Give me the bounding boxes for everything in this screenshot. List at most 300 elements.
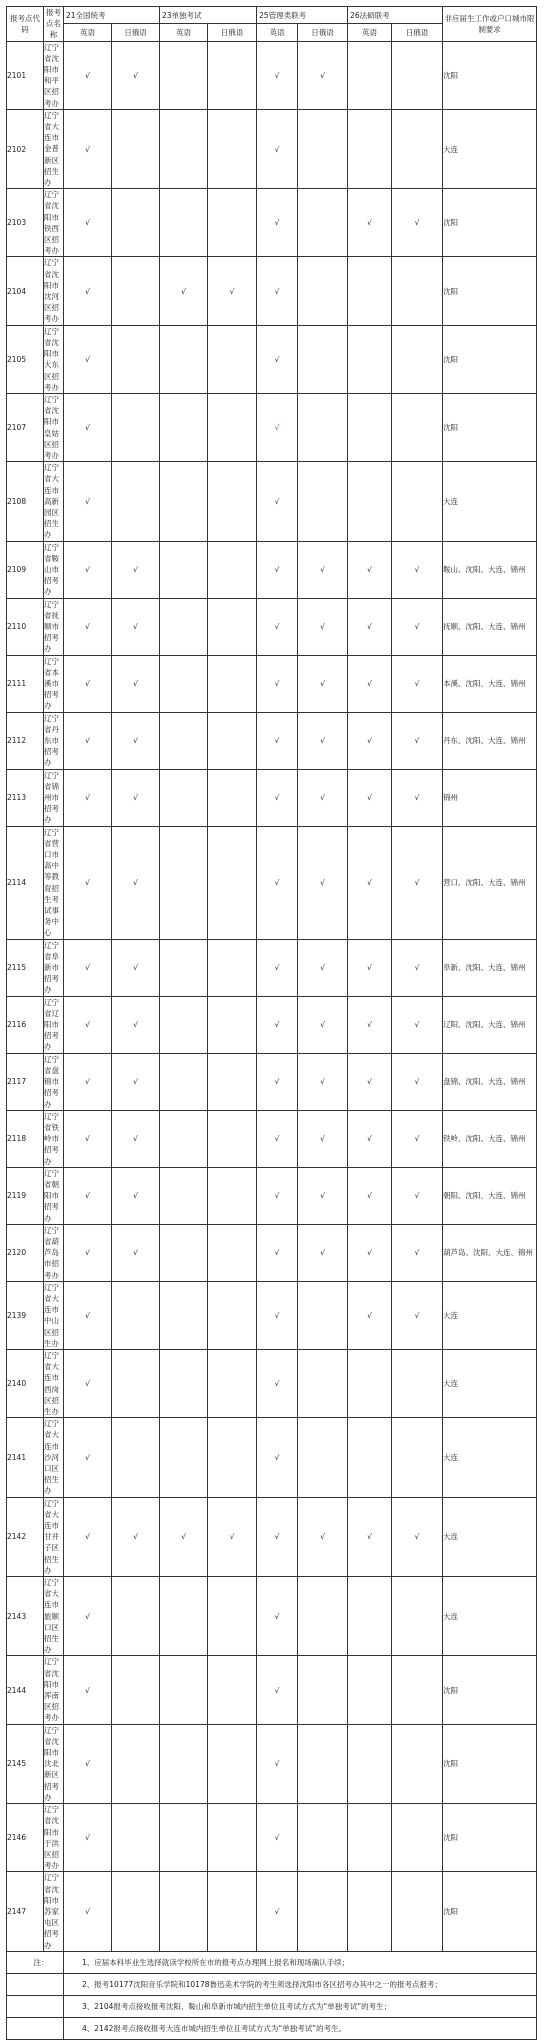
site-code: 2101: [7, 41, 44, 109]
site-name: 辽宁省葫芦岛市招考办: [44, 1224, 64, 1281]
empty-cell: [160, 1872, 208, 1951]
table-row: [7, 1053, 537, 1110]
check-mark: √: [64, 712, 112, 769]
note-label: [7, 1995, 64, 2017]
table-row: [7, 1804, 537, 1872]
check-mark: √: [348, 1497, 392, 1576]
check-mark: √: [64, 257, 112, 325]
check-mark: √: [257, 257, 298, 325]
empty-cell: [160, 1349, 208, 1417]
city-requirement: 大连: [443, 1577, 537, 1656]
check-mark: √: [64, 1724, 112, 1803]
check-mark: √: [298, 826, 348, 939]
table-row: [7, 1110, 537, 1167]
check-mark: √: [257, 1224, 298, 1281]
check-mark: √: [348, 1224, 392, 1281]
empty-cell: [160, 712, 208, 769]
site-name: 辽宁省沈阳市铁西区招考办: [44, 189, 64, 257]
city-requirement: 大连: [443, 1418, 537, 1497]
site-name: 辽宁省丹东市招考办: [44, 712, 64, 769]
empty-cell: [160, 41, 208, 109]
check-mark: √: [298, 939, 348, 996]
check-mark: √: [257, 1110, 298, 1167]
check-mark: √: [257, 393, 298, 461]
check-mark: √: [392, 1281, 443, 1349]
empty-cell: [160, 1418, 208, 1497]
site-code: 2115: [7, 939, 44, 996]
site-name: 辽宁省本溪市招考办: [44, 655, 64, 712]
site-name: 辽宁省鞍山市招考办: [44, 541, 64, 598]
check-mark: √: [64, 109, 112, 188]
site-name: 辽宁省辽阳市招考办: [44, 996, 64, 1053]
empty-cell: [298, 1724, 348, 1803]
header-lang-russian: 日俄语: [208, 24, 257, 41]
check-mark: √: [257, 1577, 298, 1656]
empty-cell: [112, 109, 160, 188]
empty-cell: [208, 1804, 257, 1872]
check-mark: √: [298, 598, 348, 655]
empty-cell: [208, 769, 257, 826]
empty-cell: [160, 1724, 208, 1803]
check-mark: √: [348, 996, 392, 1053]
check-mark: √: [64, 1872, 112, 1951]
empty-cell: [392, 1349, 443, 1417]
city-requirement: 铁岭、沈阳、大连、锦州: [443, 1110, 537, 1167]
site-code: 2102: [7, 109, 44, 188]
empty-cell: [348, 462, 392, 541]
empty-cell: [208, 1349, 257, 1417]
check-mark: √: [298, 1110, 348, 1167]
empty-cell: [348, 1656, 392, 1724]
empty-cell: [348, 325, 392, 393]
city-requirement: 大连: [443, 1497, 537, 1576]
site-name: 辽宁省盘锦市招考办: [44, 1053, 64, 1110]
site-name: 辽宁省大连市沙河口区招生办: [44, 1418, 64, 1497]
city-requirement: 大连: [443, 1281, 537, 1349]
empty-cell: [160, 769, 208, 826]
site-name: 辽宁省抚顺市招考办: [44, 598, 64, 655]
check-mark: √: [64, 769, 112, 826]
city-requirement: 沈阳: [443, 1804, 537, 1872]
empty-cell: [208, 1224, 257, 1281]
empty-cell: [298, 109, 348, 188]
empty-cell: [298, 325, 348, 393]
empty-cell: [208, 541, 257, 598]
empty-cell: [160, 1053, 208, 1110]
city-requirement: 鞍山、沈阳、大连、锦州: [443, 541, 537, 598]
empty-cell: [298, 1804, 348, 1872]
empty-cell: [298, 1281, 348, 1349]
check-mark: √: [257, 1804, 298, 1872]
city-requirement: 沈阳: [443, 1872, 537, 1951]
table-row: [7, 826, 537, 939]
check-mark: √: [392, 1110, 443, 1167]
check-mark: √: [257, 769, 298, 826]
check-mark: √: [257, 189, 298, 257]
check-mark: √: [257, 1872, 298, 1951]
site-code: 2113: [7, 769, 44, 826]
empty-cell: [348, 1577, 392, 1656]
empty-cell: [392, 393, 443, 461]
check-mark: √: [257, 109, 298, 188]
empty-cell: [348, 257, 392, 325]
site-code: 2142: [7, 1497, 44, 1576]
check-mark: √: [348, 189, 392, 257]
check-mark: √: [348, 1167, 392, 1224]
empty-cell: [208, 393, 257, 461]
empty-cell: [298, 462, 348, 541]
note-text: 4、2142报考点接收报考大连市城内招生单位且考试方式为“单独考试”的考生。: [64, 2017, 537, 2039]
check-mark: √: [348, 655, 392, 712]
check-mark: √: [257, 541, 298, 598]
empty-cell: [208, 1110, 257, 1167]
city-requirement: 抚顺、沈阳、大连、锦州: [443, 598, 537, 655]
check-mark: √: [392, 189, 443, 257]
check-mark: √: [64, 996, 112, 1053]
check-mark: √: [208, 1497, 257, 1576]
city-requirement: 沈阳: [443, 41, 537, 109]
check-mark: √: [64, 1497, 112, 1576]
check-mark: √: [64, 189, 112, 257]
empty-cell: [112, 1656, 160, 1724]
empty-cell: [208, 462, 257, 541]
empty-cell: [298, 1418, 348, 1497]
table-row: [7, 1349, 537, 1417]
empty-cell: [160, 541, 208, 598]
header-lang-english: 英语: [257, 24, 298, 41]
check-mark: √: [64, 1804, 112, 1872]
empty-cell: [392, 1872, 443, 1951]
check-mark: √: [64, 41, 112, 109]
check-mark: √: [257, 1656, 298, 1724]
site-name: 辽宁省大连市金普新区招生办: [44, 109, 64, 188]
empty-cell: [348, 1872, 392, 1951]
check-mark: √: [257, 41, 298, 109]
check-mark: √: [257, 996, 298, 1053]
check-mark: √: [112, 826, 160, 939]
check-mark: √: [392, 598, 443, 655]
empty-cell: [298, 257, 348, 325]
empty-cell: [208, 109, 257, 188]
site-name: 辽宁省沈阳市和平区招考办: [44, 41, 64, 109]
site-name: 辽宁省锦州市招考办: [44, 769, 64, 826]
check-mark: √: [298, 1497, 348, 1576]
header-lang-russian: 日俄语: [112, 24, 160, 41]
empty-cell: [208, 1656, 257, 1724]
site-code: 2109: [7, 541, 44, 598]
site-code: 2139: [7, 1281, 44, 1349]
check-mark: √: [298, 541, 348, 598]
note-row: [7, 1951, 537, 1973]
empty-cell: [392, 1418, 443, 1497]
header-name: 报考点名称: [44, 7, 64, 42]
empty-cell: [160, 1224, 208, 1281]
table-row: [7, 541, 537, 598]
city-requirement: 朝阳、沈阳、大连、锦州: [443, 1167, 537, 1224]
table-row: [7, 1656, 537, 1724]
check-mark: √: [64, 1577, 112, 1656]
empty-cell: [348, 1724, 392, 1803]
table-row: [7, 655, 537, 712]
check-mark: √: [348, 1281, 392, 1349]
check-mark: √: [112, 655, 160, 712]
header-lang-russian: 日俄语: [298, 24, 348, 41]
empty-cell: [160, 655, 208, 712]
site-code: 2145: [7, 1724, 44, 1803]
table-row: [7, 1418, 537, 1497]
empty-cell: [348, 1804, 392, 1872]
empty-cell: [208, 1418, 257, 1497]
header-city-requirement: 非应届生工作或户口城市限制要求: [443, 7, 537, 42]
city-requirement: 沈阳: [443, 325, 537, 393]
check-mark: √: [64, 1281, 112, 1349]
city-requirement: 葫芦岛、沈阳、大连、锦州: [443, 1224, 537, 1281]
site-name: 辽宁省大连市西岗区招生办: [44, 1349, 64, 1417]
header-exam21: 21全国统考: [64, 7, 160, 24]
check-mark: √: [160, 1497, 208, 1576]
table-row: [7, 598, 537, 655]
city-requirement: 沈阳: [443, 257, 537, 325]
site-name: 辽宁省大连市中山区招生办: [44, 1281, 64, 1349]
table-row: [7, 462, 537, 541]
check-mark: √: [348, 712, 392, 769]
empty-cell: [112, 257, 160, 325]
city-requirement: 营口、沈阳、大连、锦州: [443, 826, 537, 939]
check-mark: √: [64, 655, 112, 712]
empty-cell: [392, 109, 443, 188]
city-requirement: 沈阳: [443, 393, 537, 461]
check-mark: √: [257, 1281, 298, 1349]
note-label: [7, 2017, 64, 2039]
empty-cell: [160, 1804, 208, 1872]
site-code: 2111: [7, 655, 44, 712]
check-mark: √: [112, 541, 160, 598]
header-row-groups: [7, 7, 537, 24]
empty-cell: [112, 1349, 160, 1417]
site-name: 辽宁省沈阳市于洪区招考办: [44, 1804, 64, 1872]
empty-cell: [208, 325, 257, 393]
empty-cell: [160, 1656, 208, 1724]
site-code: 2143: [7, 1577, 44, 1656]
check-mark: √: [257, 462, 298, 541]
site-code: 2147: [7, 1872, 44, 1951]
empty-cell: [160, 598, 208, 655]
check-mark: √: [298, 41, 348, 109]
site-code: 2108: [7, 462, 44, 541]
site-code: 2140: [7, 1349, 44, 1417]
check-mark: √: [64, 1167, 112, 1224]
empty-cell: [160, 996, 208, 1053]
table-row: [7, 1497, 537, 1576]
city-requirement: 盘锦、沈阳、大连、锦州: [443, 1053, 537, 1110]
check-mark: √: [348, 541, 392, 598]
site-name: 辽宁省大连市旅顺口区招生办: [44, 1577, 64, 1656]
check-mark: √: [257, 655, 298, 712]
site-code: 2120: [7, 1224, 44, 1281]
empty-cell: [392, 257, 443, 325]
check-mark: √: [64, 393, 112, 461]
check-mark: √: [348, 598, 392, 655]
site-code: 2114: [7, 826, 44, 939]
city-requirement: 沈阳: [443, 1656, 537, 1724]
empty-cell: [298, 189, 348, 257]
check-mark: √: [392, 826, 443, 939]
empty-cell: [208, 1577, 257, 1656]
city-requirement: 锦州: [443, 769, 537, 826]
empty-cell: [160, 1281, 208, 1349]
check-mark: √: [112, 1053, 160, 1110]
check-mark: √: [348, 939, 392, 996]
empty-cell: [392, 41, 443, 109]
check-mark: √: [257, 325, 298, 393]
empty-cell: [160, 1110, 208, 1167]
empty-cell: [208, 939, 257, 996]
check-mark: √: [112, 41, 160, 109]
empty-cell: [348, 109, 392, 188]
site-name: 辽宁省营口市高中等教育招生考试事务中心: [44, 826, 64, 939]
check-mark: √: [392, 655, 443, 712]
note-label: 注：: [7, 1951, 64, 1973]
site-code: 2110: [7, 598, 44, 655]
check-mark: √: [64, 1224, 112, 1281]
check-mark: √: [112, 1167, 160, 1224]
header-lang-russian: 日俄语: [392, 24, 443, 41]
empty-cell: [298, 393, 348, 461]
empty-cell: [348, 393, 392, 461]
check-mark: √: [257, 1053, 298, 1110]
check-mark: √: [392, 1497, 443, 1576]
check-mark: √: [298, 1053, 348, 1110]
city-requirement: 沈阳: [443, 1724, 537, 1803]
table-row: [7, 1281, 537, 1349]
check-mark: √: [392, 996, 443, 1053]
empty-cell: [208, 598, 257, 655]
check-mark: √: [112, 1497, 160, 1576]
site-name: 辽宁省沈阳市大东区招考办: [44, 325, 64, 393]
empty-cell: [208, 1167, 257, 1224]
empty-cell: [160, 826, 208, 939]
check-mark: √: [348, 1110, 392, 1167]
city-requirement: 本溪、沈阳、大连、锦州: [443, 655, 537, 712]
empty-cell: [392, 325, 443, 393]
table-row: [7, 1167, 537, 1224]
site-code: 2118: [7, 1110, 44, 1167]
site-name: 辽宁省沈阳市苏家屯区招考办: [44, 1872, 64, 1951]
site-name: 辽宁省沈阳市沈河区招考办: [44, 257, 64, 325]
table-row: [7, 109, 537, 188]
check-mark: √: [64, 1349, 112, 1417]
check-mark: √: [298, 1167, 348, 1224]
empty-cell: [348, 1418, 392, 1497]
city-requirement: 辽阳、沈阳、大连、锦州: [443, 996, 537, 1053]
header-code: 报考点代码: [7, 7, 44, 42]
check-mark: √: [257, 826, 298, 939]
empty-cell: [298, 1656, 348, 1724]
site-name: 辽宁省沈阳市皇姑区招考办: [44, 393, 64, 461]
check-mark: √: [392, 939, 443, 996]
site-code: 2146: [7, 1804, 44, 1872]
empty-cell: [160, 109, 208, 188]
check-mark: √: [64, 1656, 112, 1724]
check-mark: √: [112, 769, 160, 826]
empty-cell: [160, 939, 208, 996]
city-requirement: 阜新、沈阳、大连、锦州: [443, 939, 537, 996]
check-mark: √: [392, 1167, 443, 1224]
check-mark: √: [64, 325, 112, 393]
empty-cell: [160, 462, 208, 541]
empty-cell: [112, 189, 160, 257]
header-lang-english: 英语: [348, 24, 392, 41]
check-mark: √: [64, 1053, 112, 1110]
empty-cell: [298, 1577, 348, 1656]
check-mark: √: [64, 1110, 112, 1167]
table-row: [7, 712, 537, 769]
empty-cell: [208, 655, 257, 712]
empty-cell: [348, 41, 392, 109]
site-code: 2119: [7, 1167, 44, 1224]
empty-cell: [112, 1577, 160, 1656]
empty-cell: [112, 1724, 160, 1803]
site-name: 辽宁省大连市高新园区招生办: [44, 462, 64, 541]
check-mark: √: [257, 1724, 298, 1803]
empty-cell: [112, 1804, 160, 1872]
check-mark: √: [298, 1224, 348, 1281]
check-mark: √: [392, 541, 443, 598]
check-mark: √: [112, 939, 160, 996]
check-mark: √: [257, 1497, 298, 1576]
check-mark: √: [298, 996, 348, 1053]
check-mark: √: [257, 598, 298, 655]
site-name: 辽宁省阜新市招考办: [44, 939, 64, 996]
check-mark: √: [208, 257, 257, 325]
header-exam25: 25管理类联考: [257, 7, 348, 24]
table-row: [7, 325, 537, 393]
site-code: 2116: [7, 996, 44, 1053]
empty-cell: [112, 393, 160, 461]
check-mark: √: [257, 1418, 298, 1497]
table-row: [7, 939, 537, 996]
check-mark: √: [392, 712, 443, 769]
empty-cell: [112, 1872, 160, 1951]
table-row: [7, 1724, 537, 1803]
city-requirement: 大连: [443, 1349, 537, 1417]
site-code: 2144: [7, 1656, 44, 1724]
note-row: [7, 1973, 537, 1995]
check-mark: √: [392, 1053, 443, 1110]
site-code: 2112: [7, 712, 44, 769]
note-text: 2、报考10177沈阳音乐学院和10178鲁迅美术学院的考生须选择沈阳市各区招考办其中之一的报考点报考；: [64, 1973, 537, 1995]
empty-cell: [392, 1724, 443, 1803]
check-mark: √: [298, 712, 348, 769]
empty-cell: [348, 1349, 392, 1417]
check-mark: √: [257, 1349, 298, 1417]
table-row: [7, 1872, 537, 1951]
table-row: [7, 189, 537, 257]
city-requirement: 大连: [443, 109, 537, 188]
check-mark: √: [392, 769, 443, 826]
table-row: [7, 393, 537, 461]
empty-cell: [160, 189, 208, 257]
table-row: [7, 1224, 537, 1281]
note-label: [7, 1973, 64, 1995]
check-mark: √: [257, 939, 298, 996]
table-row: [7, 996, 537, 1053]
check-mark: √: [64, 462, 112, 541]
empty-cell: [298, 1349, 348, 1417]
check-mark: √: [348, 769, 392, 826]
empty-cell: [112, 325, 160, 393]
empty-cell: [298, 1872, 348, 1951]
